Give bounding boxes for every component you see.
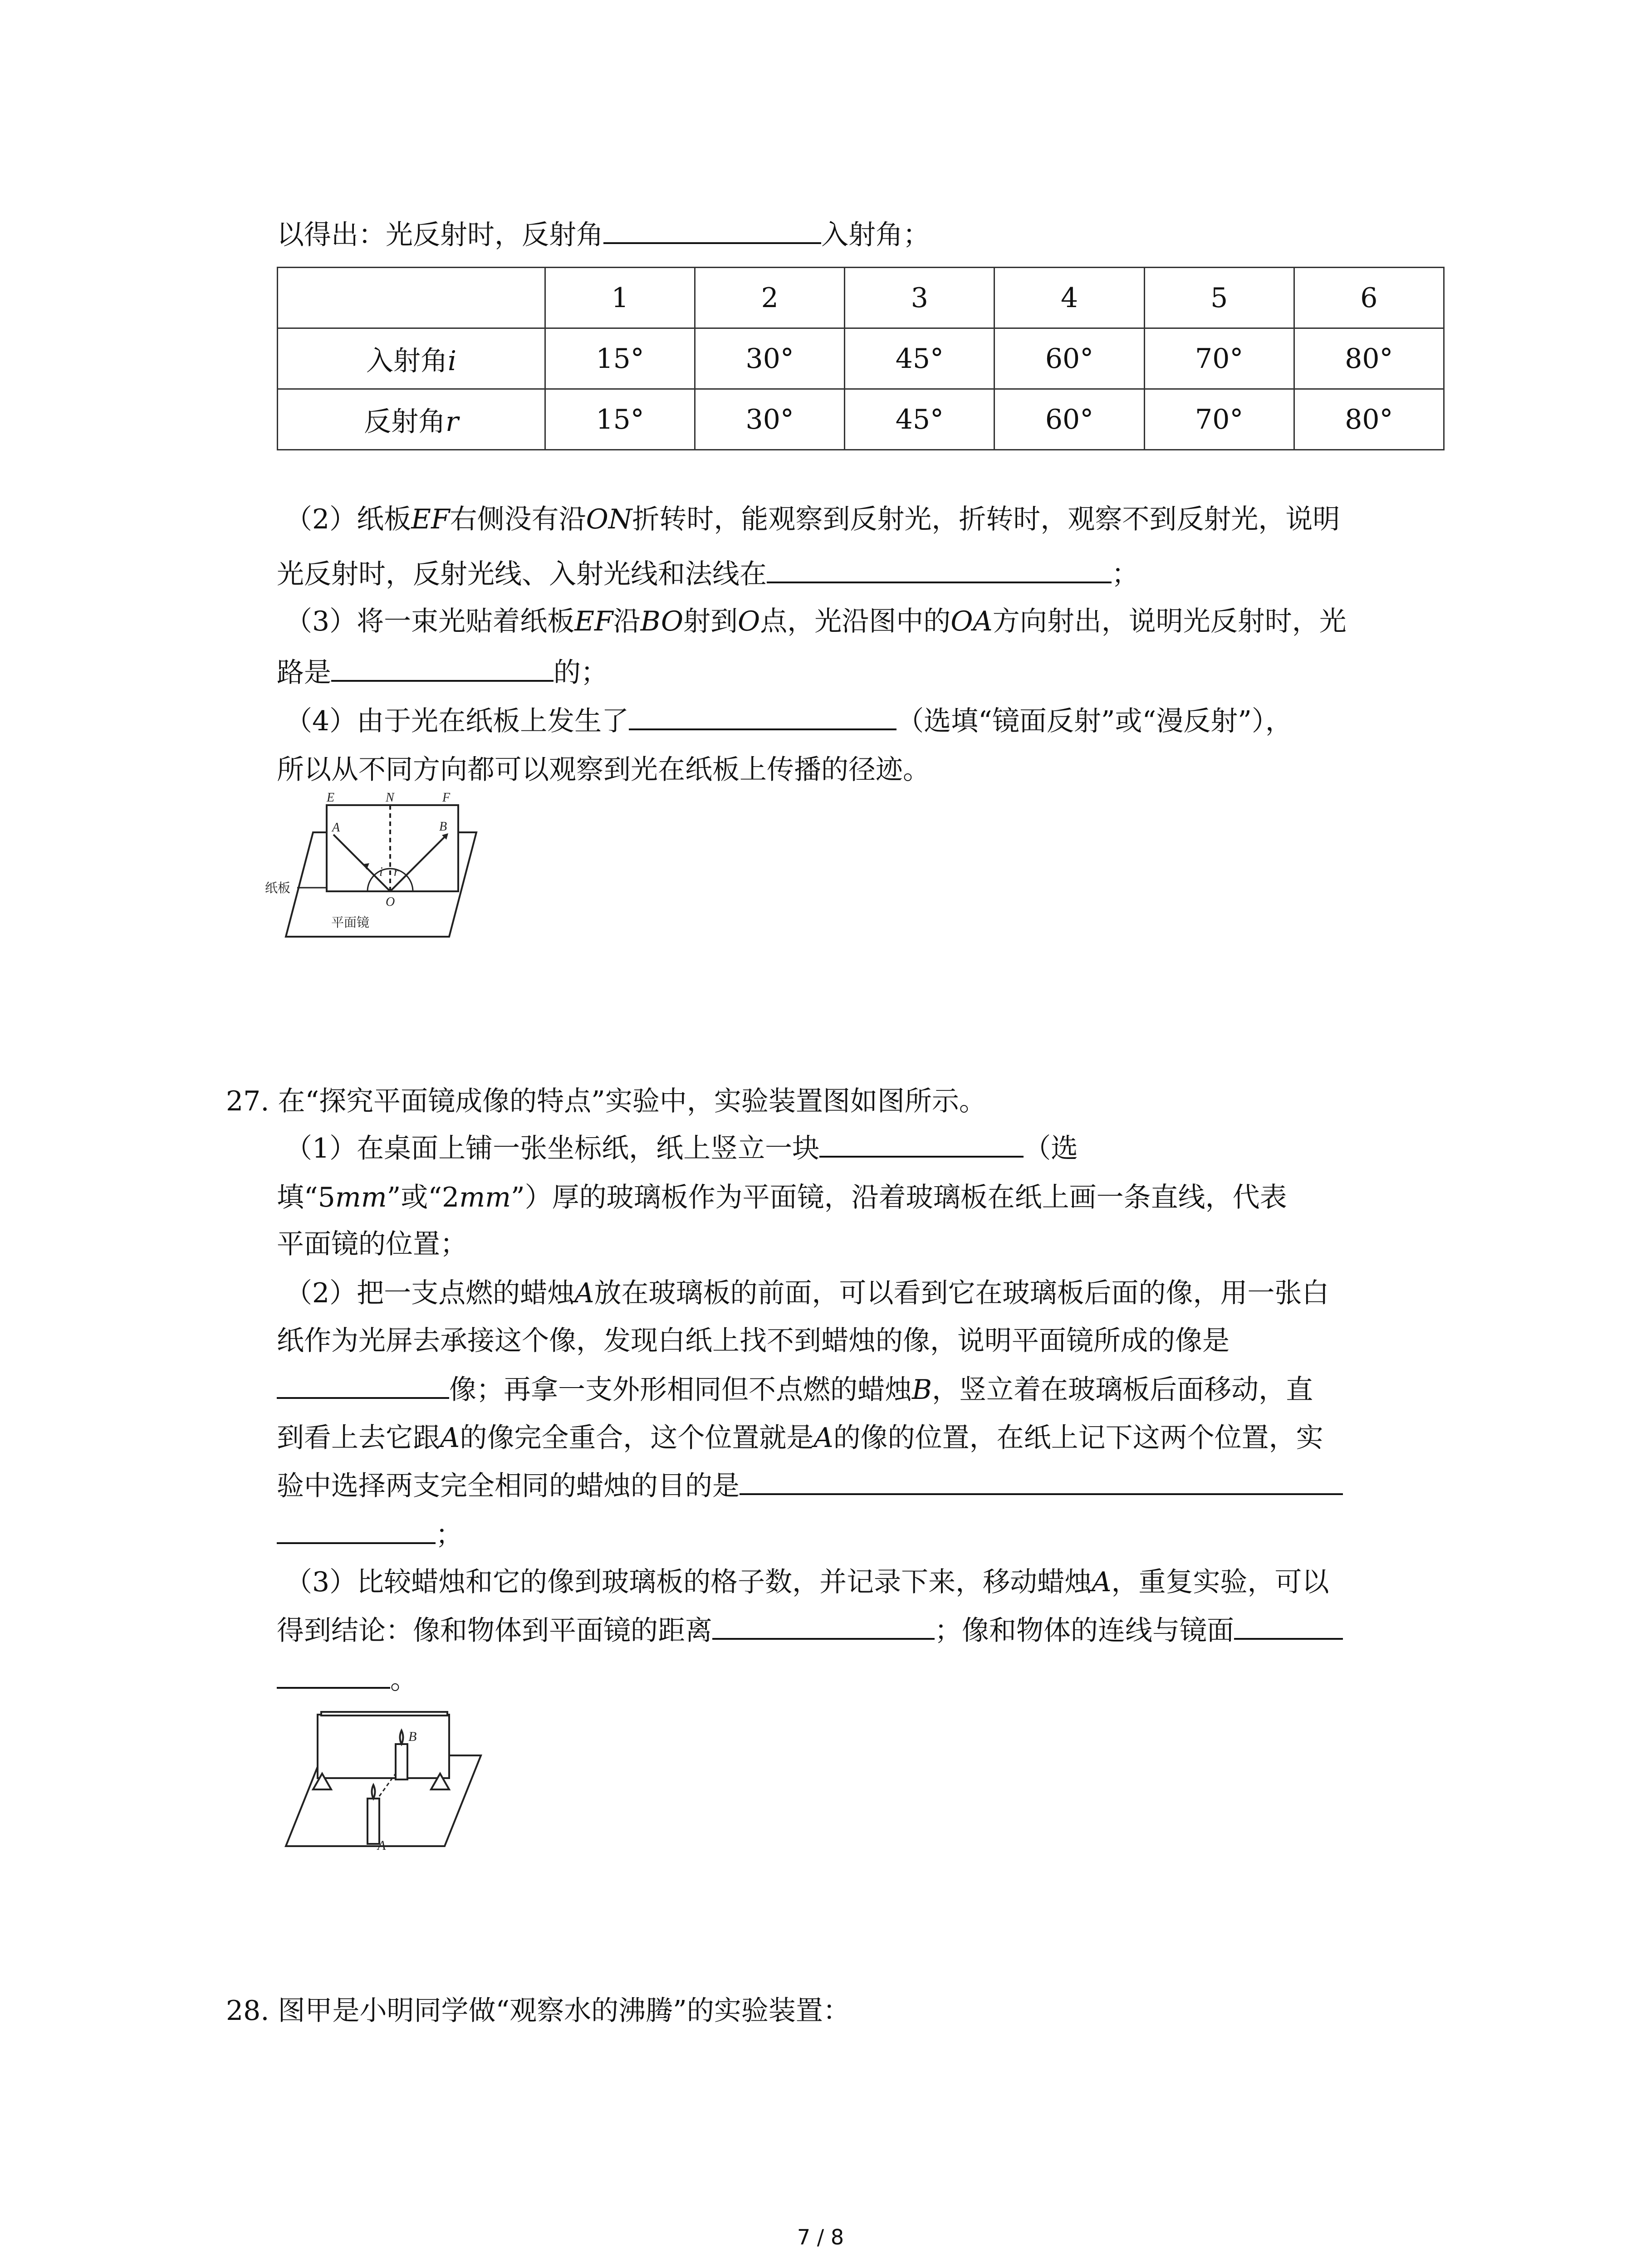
- q27-p3-line2: 得到结论：像和物体到平面镜的距离 ；像和物体的连线与镜面: [277, 1613, 1343, 1649]
- answer-blank[interactable]: [740, 1468, 1343, 1495]
- glass-plate: [318, 1715, 449, 1778]
- label-B: B: [439, 820, 447, 834]
- q28-stem: 28. 图甲是小明同学做“观察水的沸腾”的实验装置：: [226, 1995, 850, 2027]
- table-cell: 4: [994, 268, 1144, 328]
- answer-blank[interactable]: [603, 217, 821, 244]
- table-cell: 80°: [1294, 389, 1444, 450]
- label-plane-mirror: 平面镜: [331, 915, 370, 930]
- table-cell: 2: [695, 268, 845, 328]
- reflection-figure: [259, 792, 495, 941]
- q27-p1-line3: 平面镜的位置；: [277, 1228, 467, 1260]
- q26-p3-line1: （3）将一束光贴着纸板EF沿BO射到O点，光沿图中的OA方向射出，说明光反射时，光: [285, 606, 1347, 637]
- answer-blank[interactable]: [277, 1517, 436, 1544]
- label-O: O: [386, 895, 395, 909]
- q27-p2-line4: 到看上去它跟A的像完全重合，这个位置就是A的像的位置，在纸上记下这两个位置，实: [277, 1422, 1323, 1454]
- table-cell: 60°: [994, 328, 1144, 389]
- label-r: r: [394, 865, 399, 879]
- table-cell: 15°: [545, 389, 695, 450]
- table-cell: 1: [545, 268, 695, 328]
- table-cell: [278, 268, 545, 328]
- label-paper-board: 纸板: [265, 880, 291, 895]
- answer-blank[interactable]: [277, 1662, 390, 1689]
- q27-p2-line1: （2）把一支点燃的蜡烛A放在玻璃板的前面，可以看到它在玻璃板后面的像，用一张白: [285, 1277, 1329, 1309]
- q27-p2-line6: ；: [277, 1517, 463, 1553]
- q27-p1-line2: 填“5mm”或“2mm”）厚的玻璃板作为平面镜，沿着玻璃板在纸上画一条直线，代表: [277, 1182, 1287, 1213]
- q27-p2-line3: 像；再拿一支外形相同但不点燃的蜡烛B，竖立着在玻璃板后面移动，直: [277, 1372, 1313, 1408]
- table-cell: 45°: [845, 389, 994, 450]
- answer-blank[interactable]: [1234, 1613, 1343, 1640]
- q26-p2-line2: 光反射时，反射光线、入射光线和法线在 ；: [277, 556, 1139, 592]
- q27-p1-line1: （1）在桌面上铺一张坐标纸，纸上竖立一块 （选: [285, 1130, 1078, 1167]
- answer-blank[interactable]: [712, 1613, 935, 1640]
- table-header-row: [278, 268, 1444, 328]
- q27-p3-line3: 。: [277, 1662, 417, 1698]
- answer-blank[interactable]: [331, 655, 554, 682]
- table-cell: 5: [1144, 268, 1294, 328]
- table-cell: 3: [845, 268, 994, 328]
- table-row: [278, 328, 1444, 389]
- table-cell: 80°: [1294, 328, 1444, 389]
- table-row-label: 反射角r: [278, 389, 545, 450]
- label-E: E: [327, 792, 335, 805]
- candle-B: [396, 1744, 407, 1779]
- label-B: B: [408, 1729, 417, 1744]
- label-F: F: [442, 792, 451, 805]
- q27-p2-line2: 纸作为光屏去承接这个像，发现白纸上找不到蜡烛的像，说明平面镜所成的像是: [277, 1325, 1230, 1357]
- table-cell: 30°: [695, 328, 845, 389]
- q27-stem: 27. 在“探究平面镜成像的特点”实验中，实验装置图如图所示。: [226, 1085, 986, 1117]
- q26-p3-line2: 路是 的；: [277, 655, 608, 691]
- q27-p3-line1: （3）比较蜡烛和它的像到玻璃板的格子数，并记录下来，移动蜡烛A，重复实验，可以: [285, 1566, 1329, 1598]
- answer-blank[interactable]: [277, 1372, 449, 1399]
- table-cell: 15°: [545, 328, 695, 389]
- answer-blank[interactable]: [819, 1130, 1024, 1158]
- table-cell: 6: [1294, 268, 1444, 328]
- page-number: 7 / 8: [797, 2225, 844, 2249]
- label-i: i: [379, 865, 383, 879]
- candle-figure: [272, 1706, 490, 1860]
- table-cell: 70°: [1144, 389, 1294, 450]
- answer-blank[interactable]: [629, 703, 896, 730]
- q26-conclusion: 以得出：光反射时，反射角 入射角；: [277, 217, 930, 253]
- label-A: A: [377, 1838, 386, 1853]
- q26-p2-line1: （2）纸板EF右侧没有沿ON折转时，能观察到反射光，折转时，观察不到反射光，说明: [285, 503, 1340, 535]
- label-A: A: [332, 821, 340, 835]
- angle-table: [277, 267, 1445, 450]
- table-cell: 30°: [695, 389, 845, 450]
- q27-p2-line5: 验中选择两支完全相同的蜡烛的目的是: [277, 1468, 1343, 1504]
- table-cell: 60°: [994, 389, 1144, 450]
- table-row-label: 入射角i: [278, 328, 545, 389]
- q26-p4-line2: 所以从不同方向都可以观察到光在纸板上传播的径迹。: [277, 754, 930, 786]
- table-cell: 45°: [845, 328, 994, 389]
- table-cell: 70°: [1144, 328, 1294, 389]
- answer-blank[interactable]: [767, 556, 1112, 583]
- candle-A: [367, 1799, 379, 1844]
- table-row: [278, 389, 1444, 450]
- label-N: N: [386, 792, 394, 805]
- q26-p4-line1: （4）由于光在纸板上发生了 （选填“镜面反射”或“漫反射”），: [285, 703, 1293, 739]
